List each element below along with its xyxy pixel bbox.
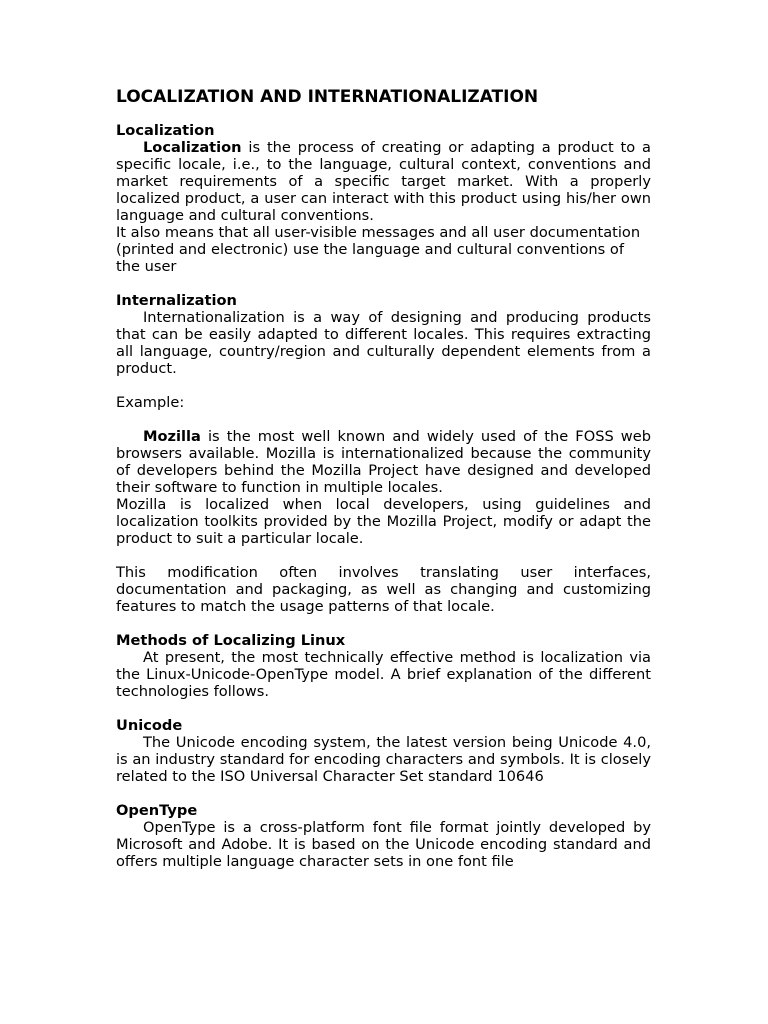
internalization-heading: Internalization: [116, 292, 237, 309]
mozilla-term: Mozilla: [143, 428, 201, 445]
methods-heading: Methods of Localizing Linux: [116, 632, 346, 649]
document-title: LOCALIZATION AND INTERNATIONALIZATION: [116, 87, 539, 107]
localization-paragraph-2: It also means that all user-visible messages and all user documentation (printed and electronic) use the language and cultural conventions of the user: [116, 224, 641, 275]
example-paragraph-1: [116, 428, 651, 496]
localization-heading: Localization: [116, 122, 215, 139]
example-paragraph-3: This modification often involves translating user interfaces, documentation and packaging, as well as changing and customizing features to match the usage patterns of that locale.: [116, 564, 651, 615]
internalization-paragraph: Internationalization is a way of designing and producing products that can be easily adapted to different locales. This requires extracting all language, country/region and culturally dependent elements from a product.: [116, 309, 651, 377]
opentype-paragraph: OpenType is a cross-platform font file format jointly developed by Microsoft and Adobe. It is based on the Unicode encoding standard and offers multiple language character sets in one font file: [116, 819, 651, 870]
document-page: [116, 86, 651, 870]
localization-paragraph-1: [116, 139, 651, 224]
opentype-heading: OpenType: [116, 802, 198, 819]
methods-paragraph: At present, the most technically effective method is localization via the Linux-Unicode-OpenType model. A brief explanation of the different technologies follows.: [116, 649, 651, 700]
example-label: Example:: [116, 394, 185, 411]
example-paragraph-2: Mozilla is localized when local developers, using guidelines and localization toolkits provided by the Mozilla Project, modify or adapt the product to suit a particular locale.: [116, 496, 651, 547]
unicode-heading: Unicode: [116, 717, 183, 734]
mozilla-description: is the most well known and widely used of the FOSS web browsers available. Mozilla is internationalized because the community of developers behind the Mozilla Project have designed and developed their software to function in multiple locales.: [116, 428, 651, 496]
unicode-paragraph: The Unicode encoding system, the latest version being Unicode 4.0, is an industry standard for encoding characters and symbols. It is closely related to the ISO Universal Character Set standard 10646: [116, 734, 651, 785]
localization-term: Localization: [143, 139, 242, 156]
localization-definition: is the process of creating or adapting a product to a specific locale, i.e., to the language, cultural context, conventions and market requirements of a specific target market. With a properly localized product, a user can interact with this product using his/her own language and cultural conventions.: [116, 139, 651, 224]
